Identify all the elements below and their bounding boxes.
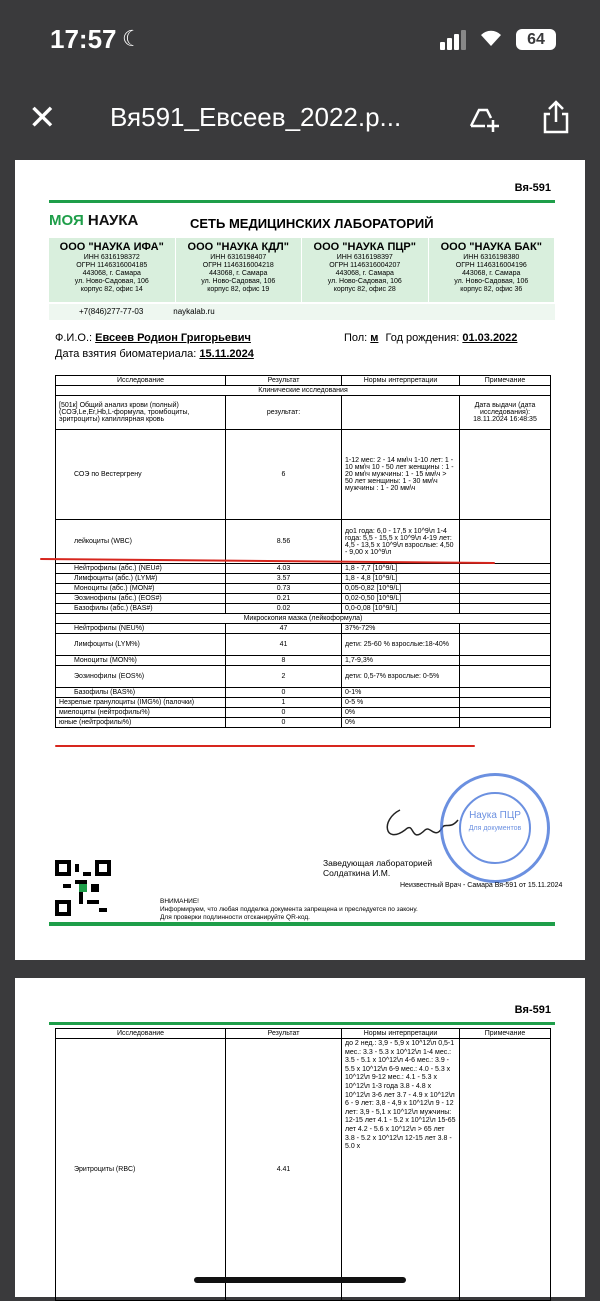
table-row: Незрелые гранулоциты (IMG%) (палочки) 1 0-5 % — [56, 698, 551, 708]
lab-head: Заведующая лабораторией Солдаткина И.М. — [323, 858, 433, 878]
clock: 17:57 — [50, 24, 117, 54]
org-panel — [49, 238, 555, 302]
viewer-toolbar — [0, 80, 600, 160]
org-card: ООО "НАУКА БАК" ИНН 6316198380 ОГРН 1146316004196 443068, г. Самара ул. Ново-Садовая, 106 корпус 82, офис 36 — [429, 238, 556, 302]
table-row: Эозинофилы (абс.) (EOS#) 0.21 0,02-0,50 [10^9/L] — [56, 594, 551, 604]
table-row: Базофилы (абс.) (BAS#) 0.02 0,0-0,08 [10^9/L] — [56, 604, 551, 614]
phone-text: +7(846)277-77-03 — [79, 307, 144, 316]
table-row: СОЭ по Вестергрену 6 1-12 мес: 2 - 14 мм\ч 1-10 лет: 1 - 10 мм\ч 10 - 50 лет женщины : 1 - 20 мм\ч мужчины: 1 - 15 мм\ч > 50 лет женщины: 1 - 30 мм\ч мужчины : 1 - 20 мм\ч — [56, 430, 551, 520]
status-bar — [0, 0, 600, 80]
table-row: Лимфоциты (абс.) (LYM#) 3.57 1,8 - 4,8 [10^9/L] — [56, 574, 551, 584]
contacts-bar — [49, 304, 555, 320]
org-card: ООО "НАУКА КДЛ" ИНН 6316198407 ОГРН 1146316004218 443068, г. Самара ул. Ново-Садовая, 106 корпус 82, офис 19 — [176, 238, 303, 302]
wifi-icon — [478, 26, 504, 54]
table-row: Эозинофилы (EOS%) 2 дети: 0,5-7% взрослые: 0-5% — [56, 666, 551, 688]
results-table: Исследование Результат Нормы интерпретации Примечание Клинические исследования [501к] Общий анализ крови (полный)(СОЭ,Le,Er,Hb,L-формула, тромбоциты, эритроциты) капиллярная кровь результат: Дата выдачи (дата исследования): 18.11.2024 16:48:35 СОЭ по Вестергрену 6 1-12 мес: 2 - 14 мм\ч 1-10 лет: 1 - 10 мм\ч 10 - 50 лет женщины : 1 - 20 мм\ч мужчины: 1 - 15 мм\ч > 50 лет женщины: 1 - 30 мм\ч мужчины : 1 - 20 мм\ч лейкоциты (WBC) 8.56 до1 года: 6,0 - 17,5 x 10^9\л 1-4 года: 5,5 - 15,5 x 10^9\л 4-19 лет: 4,5 - 13,5 x 10^9\л взрослые: 4,50 - 9,00 x 10^9\л Нейтрофилы (абс.) (NEU#) 4.03 1,8 - 7,7 [10^9/L] Лимфоциты (абс.) (LYM#) 3.57 1,8 - 4,8 [10^9/L] Моноциты (абс.) (MON#) 0.73 0,05-0,82 [10^9/L] Эозинофилы (абс.) (EOS#) 0.21 0,02-0,50 [10^9/L] Базофилы (абс.) (BAS#) 0.02 0,0-0,08 [10^9/L] Микроскопия мазка (лейкоформула) Нейтрофилы (NEU%) 47 37%-72% Лимфоциты (LYM%) 41 дети: 25-60 % взрослые:18-40% Моноциты (MON%) 8 1,7-9,3% Эозинофилы (EOS%) 2 дети: 0,5-7% взрослые: 0-5% Базофилы (BAS%) 0 0-1% Незрелые гранулоциты (IMG%) (палочки) 1 0-5 % миелоциты (нейтрофилы%) 0 0% юные (нейтрофилы%) 0 0% — [55, 375, 551, 728]
sample-date-line: Дата взятия биоматериала: 15.11.2024 — [55, 348, 254, 360]
divider — [49, 200, 555, 203]
moon-icon: ☾ — [122, 26, 142, 51]
doc-id: Вя-591 — [514, 182, 551, 194]
site-text: naykalab.ru — [173, 307, 215, 316]
table-row: Моноциты (MON%) 8 1,7-9,3% — [56, 656, 551, 666]
table-row: Моноциты (абс.) (MON#) 0.73 0,05-0,82 [10^9/L] — [56, 584, 551, 594]
results-table: Исследование Результат Нормы интерпретации Примечание Эритроциты (RBC) 4.41 до 2 нед.: 3,9 - 5,9 x 10^12\л 0,5-1 мес.: 3.3 - 5.3 x 10^12\л 1-4 мес.: 3.5 - 5.1 x 10^12\л 4-6 мес.: 3.9 - 5.5 x 10^12\л 6-9 мес.: 4.0 - 5.3 x 10^12\л 9-12 мес.: 4.1 - 5.3 x 10^12\л 1-3 года 3.8 - 4.8 x 10^12\л 3-6 лет 3.7 - 4.9 x 10^12\л 6 - 9 лет: 3,8 - 4,9 x 10^12\л 9 - 12 лет: 3,9 - 5,1 x 10^12\л мужчины: 12-15 лет 4.1 - 5.2 x 10^12\л 15-65 лет 4.2 - 5.6 x 10^12\л > 65 лет 3.8 - 5.2 x 10^12\л 12-15 лет 3.8 - 5.0 x — [55, 1028, 551, 1301]
org-card: ООО "НАУКА ИФА" ИНН 6316198372 ОГРН 1146316004185 443068, г. Самара ул. Ново-Садовая, 106 корпус 82, офис 14 — [49, 238, 176, 302]
battery-indicator: 64 — [516, 29, 556, 50]
table-row: Лимфоциты (LYM%) 41 дети: 25-60 % взрослые:18-40% — [56, 634, 551, 656]
table-row: миелоциты (нейтрофилы%) 0 0% — [56, 708, 551, 718]
table-row: лейкоциты (WBC) 8.56 до1 года: 6,0 - 17,5 x 10^9\л 1-4 года: 5,5 - 15,5 x 10^9\л 4-19 лет: 4,5 - 13,5 x 10^9\л взрослые: 4,50 - 9,00 x 10^9\л — [56, 520, 551, 564]
document-page-1[interactable] — [15, 160, 585, 960]
qr-code — [55, 860, 111, 916]
logo: МОЯ НАУКА — [49, 212, 139, 229]
org-card: ООО "НАУКА ПЦР" ИНН 6316198397 ОГРН 1146316004207 443068, г. Самара ул. Ново-Садовая, 106 корпус 82, офис 28 — [302, 238, 429, 302]
pen-underline — [55, 745, 475, 747]
table-row: Нейтрофилы (абс.) (NEU#) 4.03 1,8 - 7,7 [10^9/L] — [56, 564, 551, 574]
doc-id: Вя-591 — [514, 1004, 551, 1016]
table-row: Нейтрофилы (NEU%) 47 37%-72% — [56, 624, 551, 634]
divider — [49, 1022, 555, 1025]
table-row: юные (нейтрофилы%) 0 0% — [56, 718, 551, 728]
table-row: Эритроциты (RBC) 4.41 до 2 нед.: 3,9 - 5,9 x 10^12\л 0,5-1 мес.: 3.3 - 5.3 x 10^12\л 1-4 мес.: 3.5 - 5.1 x 10^12\л 4-6 мес.: 3.9 - 5.5 x 10^12\л 6-9 мес.: 4.0 - 5.3 x 10^12\л 9-12 мес.: 4.1 - 5.3 x 10^12\л 1-3 года 3.8 - 4.8 x 10^12\л 3-6 лет 3.7 - 4.9 x 10^12\л 6 - 9 лет: 3,8 - 4,9 x 10^12\л 9 - 12 лет: 3,9 - 5,1 x 10^12\л мужчины: 12-15 лет 4.1 - 5.2 x 10^12\л 15-65 лет 4.2 - 5.6 x 10^12\л > 65 лет 3.8 - 5.2 x 10^12\л 12-15 лет 3.8 - 5.0 x — [56, 1039, 551, 1301]
divider — [49, 922, 555, 926]
home-indicator[interactable] — [194, 1277, 406, 1283]
doctor-line: Неизвестный Врач - Самара Вя-591 от 15.11.2024 — [400, 882, 563, 889]
table-row: Базофилы (BAS%) 0 0-1% — [56, 688, 551, 698]
document-page-2[interactable] — [15, 978, 585, 1297]
close-icon[interactable]: ✕ — [28, 99, 57, 137]
share-icon[interactable] — [540, 98, 572, 141]
warning-text: ВНИМАНИЕ! Информируем, что любая подделка документа запрещена и преследуется по закону. Для проверки подлинности отсканируйте QR-код. — [160, 898, 418, 921]
stamp: Наука ПЦР Для документов — [440, 773, 550, 883]
file-title: Вя591_Евсеев_2022.р... — [110, 102, 402, 132]
signal-icon — [440, 30, 468, 55]
drive-add-icon[interactable] — [465, 98, 501, 139]
network-title: СЕТЬ МЕДИЦИНСКИХ ЛАБОРАТОРИЙ — [190, 216, 434, 231]
patient-line: Ф.И.О.: Евсеев Родион Григорьевич Пол: м Год рождения: 01.03.2022 — [55, 332, 518, 344]
